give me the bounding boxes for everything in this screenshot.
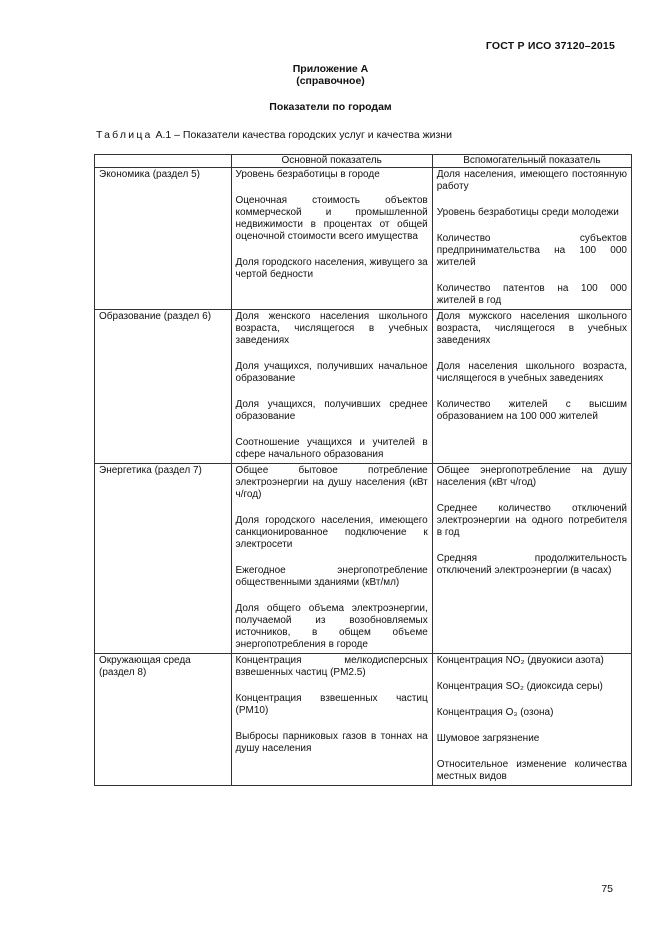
main-indicators-cell [231, 464, 432, 654]
main-indicators-cell [231, 310, 432, 464]
main-indicators-cell [231, 168, 432, 310]
main-indicator: Выбросы парниковых газов в тоннах на душу населения [235, 731, 428, 754]
main-indicator: Общее бытовое потребление электроэнергии на душу населения (кВт ч/год) [235, 465, 428, 500]
standard-designation: ГОСТ Р ИСО 37120–2015 [485, 40, 615, 52]
aux-indicator: Шумовое загрязнение [436, 733, 540, 744]
category-cell: Экономика (раздел 5) [95, 168, 232, 310]
main-indicator: Уровень безработицы в городе [235, 169, 380, 180]
aux-indicator: Количество жителей с высшим образованием на 100 000 жителей [436, 399, 627, 422]
table-row [95, 654, 632, 786]
category-cell: Энергетика (раздел 7) [95, 464, 232, 654]
table-row [95, 168, 632, 310]
table-header-row [95, 155, 632, 168]
aux-indicators-cell [432, 310, 631, 464]
annex-subtitle: (справочное) [296, 75, 365, 87]
aux-indicators-cell [432, 168, 631, 310]
aux-indicator: Концентрация NO₂ (двуокиси азота) [436, 655, 604, 666]
aux-indicator: Количество субъектов предпринимательства на 100 000 жителей [436, 233, 627, 268]
section-title: Показатели по городам [269, 101, 392, 113]
main-indicator: Доля городского населения, живущего за чертой бедности [235, 257, 428, 280]
column-header-main: Основной показатель [231, 155, 432, 168]
main-indicator: Концентрация взвешенных частиц (PM10) [235, 693, 428, 716]
table-caption [96, 129, 452, 141]
aux-indicators-cell [432, 654, 631, 786]
main-indicator: Ежегодное энергопотребление общественными зданиями (кВт/мл) [235, 565, 428, 588]
aux-indicators-cell [432, 464, 631, 654]
table-caption-text: А.1 – Показатели качества городских услуг и качества жизни [155, 129, 452, 141]
main-indicator: Доля учащихся, получивших начальное образование [235, 361, 428, 384]
aux-indicator: Средняя продолжительность отключений электроэнергии (в часах) [436, 553, 627, 576]
aux-indicator: Относительное изменение количества местных видов [436, 759, 627, 782]
main-indicator: Доля городского населения, имеющего санкционированное подключение к электросети [235, 515, 428, 550]
aux-indicator: Концентрация O₃ (озона) [436, 707, 554, 718]
main-indicator: Оценочная стоимость объектов коммерческой и промышленной недвижимости в процентах от общей оценочной стоимости всего имущества [235, 195, 428, 242]
table-caption-label: Таблица [96, 129, 153, 141]
category-cell: Окружающая среда (раздел 8) [95, 654, 232, 786]
main-indicator: Доля общего объема электроэнергии, получаемой из возобновляемых источников, в общем объеме энергопотребления в городе [235, 603, 428, 650]
table-row [95, 310, 632, 464]
column-header-aux: Вспомогательный показатель [432, 155, 631, 168]
annex-title: Приложение А [292, 63, 369, 75]
aux-indicator: Доля мужского населения школьного возраста, числящегося в учебных заведениях [436, 311, 627, 346]
aux-indicator: Уровень безработицы среди молодежи [436, 207, 619, 218]
aux-indicator: Количество патентов на 100 000 жителей в год [436, 283, 627, 306]
indicators-table [94, 154, 632, 786]
main-indicator: Доля женского населения школьного возраста, числящегося в учебных заведениях [235, 311, 428, 346]
main-indicator: Соотношение учащихся и учителей в сфере начального образования [235, 437, 428, 460]
main-indicator: Концентрация мелкодисперсных взвешенных частиц (PM2.5) [235, 655, 428, 678]
aux-indicator: Доля населения, имеющего постоянную работу [436, 169, 627, 192]
aux-indicator: Доля населения школьного возраста, числящегося в учебных заведениях [436, 361, 627, 384]
aux-indicator: Среднее количество отключений электроэнергии на одного потребителя в год [436, 503, 627, 538]
main-indicators-cell [231, 654, 432, 786]
aux-indicator: Общее энергопотребление на душу населения (кВт ч/год) [436, 465, 627, 488]
main-indicator: Доля учащихся, получивших среднее образование [235, 399, 428, 422]
column-header-category [95, 155, 232, 168]
table-row [95, 464, 632, 654]
page-number: 75 [601, 883, 613, 895]
aux-indicator: Концентрация SO₂ (диоксида серы) [436, 681, 603, 692]
category-cell: Образование (раздел 6) [95, 310, 232, 464]
